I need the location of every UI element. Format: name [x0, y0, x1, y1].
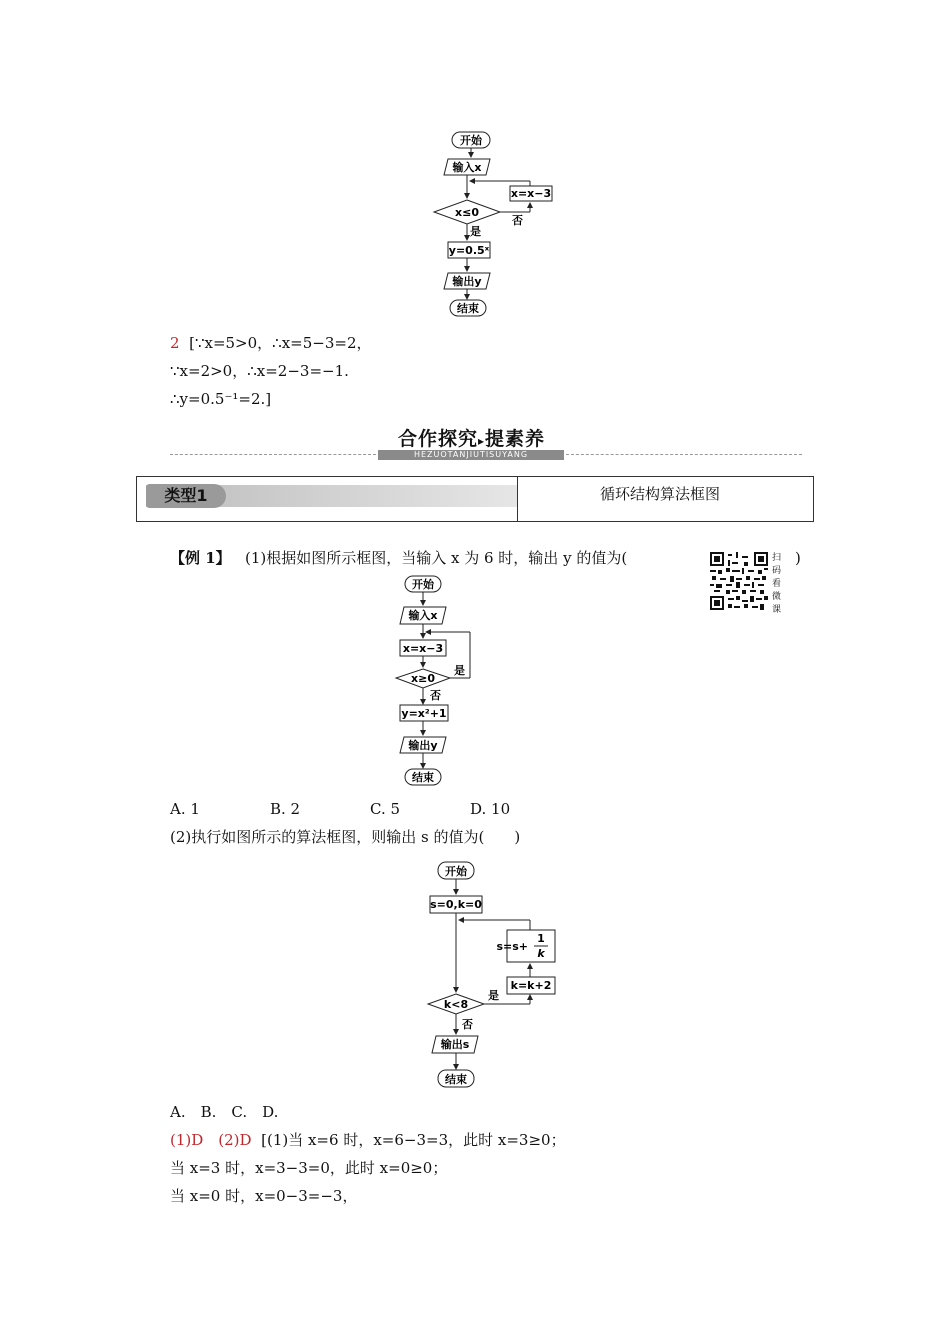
no-label: 否	[462, 1018, 473, 1031]
no-label: 否	[512, 214, 523, 227]
answer-prev-number: 2	[170, 334, 180, 352]
type-section-tag: 类型1	[146, 484, 226, 508]
banner-divider-left	[170, 454, 376, 455]
answer-line1-text: [(1)当 x=6 时，x=6−3=3，此时 x=3≥0；	[261, 1131, 566, 1149]
option-d: D. 10	[470, 800, 511, 818]
flowchart-example1	[390, 572, 500, 790]
condition-label: x≤0	[455, 206, 479, 219]
output-label: 输出y	[452, 275, 482, 288]
end-label: 结束	[412, 771, 434, 784]
yes-label: 是	[454, 664, 465, 677]
answer-prev-line3: ∴y=0.5⁻¹=2.]	[170, 390, 272, 408]
option-c: C. 5	[370, 800, 401, 818]
option-b: B. 2	[270, 800, 301, 818]
banner-title-right: 提素养	[485, 428, 546, 450]
update-label: x=x−3	[402, 642, 444, 655]
end-label: 结束	[445, 1073, 467, 1086]
type-section-divider	[517, 476, 518, 522]
no-label: 否	[430, 689, 441, 702]
input-label: 输入x	[452, 161, 482, 174]
answer-line1	[170, 1130, 566, 1150]
flowchart-example2	[420, 856, 570, 1092]
init-label: s=0,k=0	[430, 898, 482, 911]
start-label: 开始	[460, 134, 482, 147]
flowchart-top	[420, 128, 570, 320]
banner-title	[398, 424, 545, 451]
options-2: A. B. C. D.	[170, 1103, 279, 1121]
banner-arrow-icon: ▸	[478, 434, 486, 448]
yes-label: 是	[488, 989, 499, 1002]
output-label: 输出s	[440, 1038, 470, 1051]
banner-title-left: 合作探究	[398, 428, 479, 450]
banner-subtitle: HEZUOTANJIUTISUYANG	[378, 450, 564, 460]
condition-label: k<8	[443, 998, 469, 1011]
example1-q1-text: (1)根据如图所示框图，当输入 x 为 6 时，输出 y 的值为(	[244, 549, 628, 567]
answer-line3: 当 x=0 时，x=0−3=−3，	[170, 1187, 358, 1205]
fraction-numerator: 1	[537, 932, 545, 945]
banner-divider-right	[566, 454, 802, 455]
example1-question1	[170, 548, 627, 568]
answer-choices: (1)D (2)D	[170, 1131, 252, 1149]
compute-label: y=x²+1	[401, 707, 447, 720]
compute-label: y=0.5ˣ	[448, 244, 490, 257]
example1-label: 【例 1】	[170, 549, 231, 567]
output-label: 输出y	[408, 739, 438, 752]
answer-prev-line2: ∵x=2>0，∴x=2−3=−1.	[170, 362, 349, 380]
input-label: 输入x	[408, 609, 438, 622]
answer-prev-line1	[170, 333, 372, 353]
qr-code-icon	[710, 552, 768, 610]
answer-prev-text1: [∵x=5>0，∴x=5−3=2，	[189, 334, 372, 352]
option-a: A. 1	[170, 800, 200, 818]
update-label: x=x−3	[510, 187, 552, 200]
update-k-label: k=k+2	[510, 979, 552, 992]
type-section-title: 循环结构算法框图	[600, 485, 721, 503]
example1-question2: (2)执行如图所示的算法框图，则输出 s 的值为( )	[170, 828, 521, 846]
yes-label: 是	[470, 225, 481, 238]
answer-line2: 当 x=3 时，x=3−3=0，此时 x=0≥0；	[170, 1159, 448, 1177]
end-label: 结束	[457, 302, 479, 315]
fraction-denominator: k	[537, 947, 545, 960]
start-label: 开始	[445, 865, 467, 878]
condition-label: x≥0	[411, 672, 435, 685]
update-s-label: s=s+	[496, 940, 528, 953]
example1-paren-close: )	[795, 549, 801, 567]
start-label: 开始	[412, 578, 434, 591]
qr-caption: 扫码看微课	[772, 553, 782, 615]
